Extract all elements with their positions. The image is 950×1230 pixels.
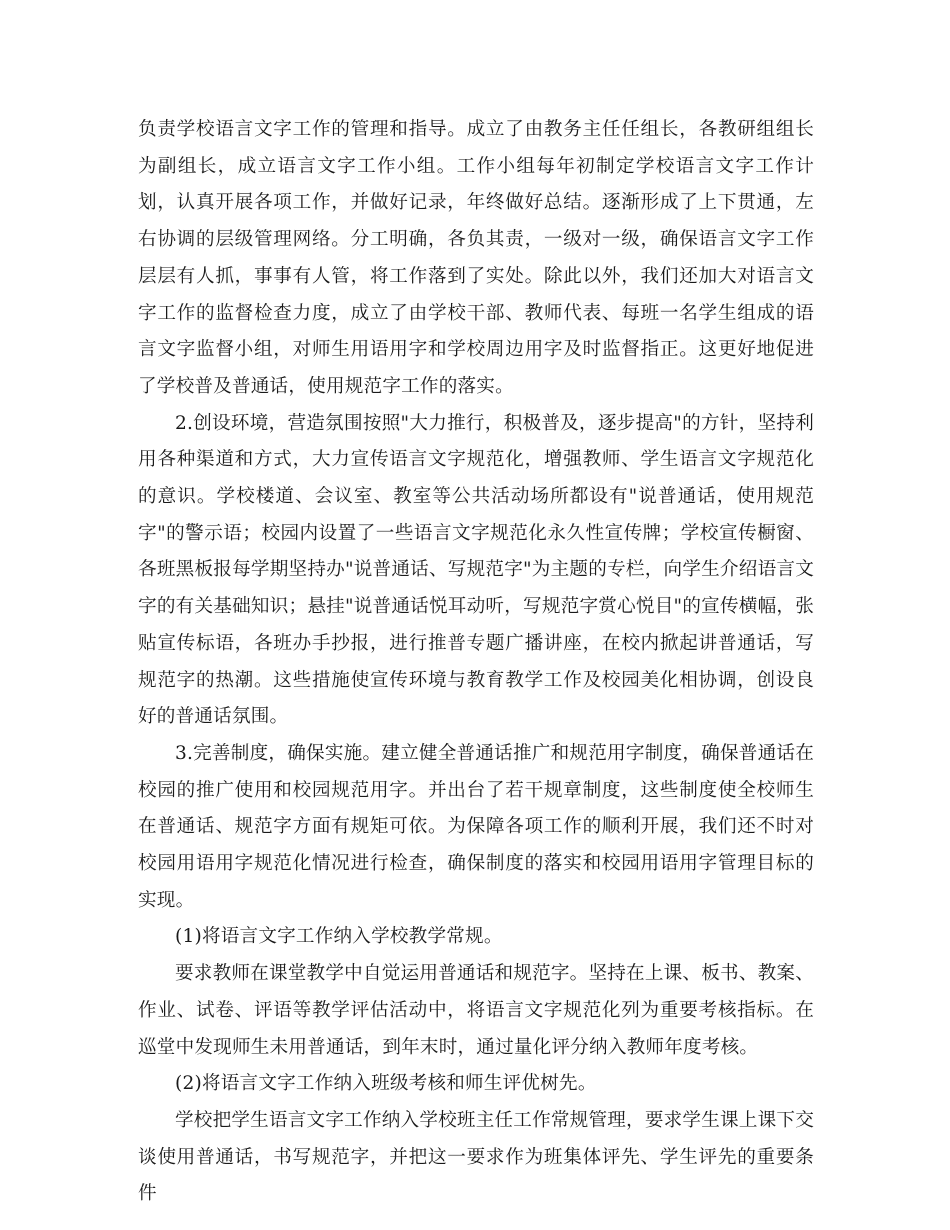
paragraph-create-environment: 2.创设环境，营造氛围按照"大力推行，积极普及，逐步提高"的方针，坚持利用各种渠道和方式，大力宣传语言文字规范化，增强教师、学生语言文字规范化的意识。学校楼道、会议室、教室等公共活动场所都设有"说普通话，使用规范字"的警示语；校园内设置了一些语言文字规范化永久性宣传牌；学校宣传橱窗、各班黑板报每学期坚持办"说普通话、写规范字"为主题的专栏，向学生介绍语言文字的有关基础知识；悬挂"说普通话悦耳动听，写规范字赏心悦目"的宣传横幅，张贴宣传标语，各班办手抄报，进行推普专题广播讲座，在校内掀起讲普通话，写规范字的热潮。这些措施使宣传环境与教育教学工作及校园美化相协调，创设良好的普通话氛围。 xyxy=(138,412,814,728)
paragraph-improve-system: 3.完善制度，确保实施。建立健全普通话推广和规范用字制度，确保普通话在校园的推广使用和校园规范用字。并出台了若干规章制度，这些制度使全校师生在普通话、规范字方面有规矩可依。为保障各项工作的顺利开展，我们还不时对校园用语用字规范化情况进行检查，确保制度的落实和校园用语用字管理目标的实现。 xyxy=(138,742,814,911)
paragraph-subheading-teaching-routine: (1)将语言文字工作纳入学校教学常规。 xyxy=(175,926,503,948)
paragraph-subheading-class-assessment: (2)将语言文字工作纳入班级考核和师生评优树先。 xyxy=(175,1073,597,1095)
paragraph-management-structure: 负责学校语言文字工作的管理和指导。成立了由教务主任任组长，各教研组组长为副组长，成立语言文字工作小组。工作小组每年初制定学校语言文字工作计划，认真开展各项工作，并做好记录，年终做好总结。逐渐形成了上下贯通，左右协调的层级管理网络。分工明确，各负其责，一级对一级，确保语言文字工作层层有人抓，事事有人管，将工作落到了实处。除此以外，我们还加大对语言文字工作的监督检查力度，成立了由学校干部、教师代表、每班一名学生组成的语言文字监督小组，对师生用语用字和学校周边用字及时监督指正。这更好地促进了学校普及普通话，使用规范字工作的落实。 xyxy=(138,119,814,397)
document-body xyxy=(138,112,814,1213)
paragraph-student-management: 学校把学生语言文字工作纳入学校班主任工作常规管理，要求学生课上课下交谈使用普通话，书写规范字，并把这一要求作为班集体评先、学生评先的重要条件 xyxy=(138,1109,814,1205)
paragraph-teacher-requirements: 要求教师在课堂教学中自觉运用普通话和规范字。坚持在上课、板书、教案、作业、试卷、评语等教学评估活动中，将语言文字规范化列为重要考核指标。在巡堂中发现师生未用普通话，到年末时，通过量化评分纳入教师年度考核。 xyxy=(138,963,814,1058)
